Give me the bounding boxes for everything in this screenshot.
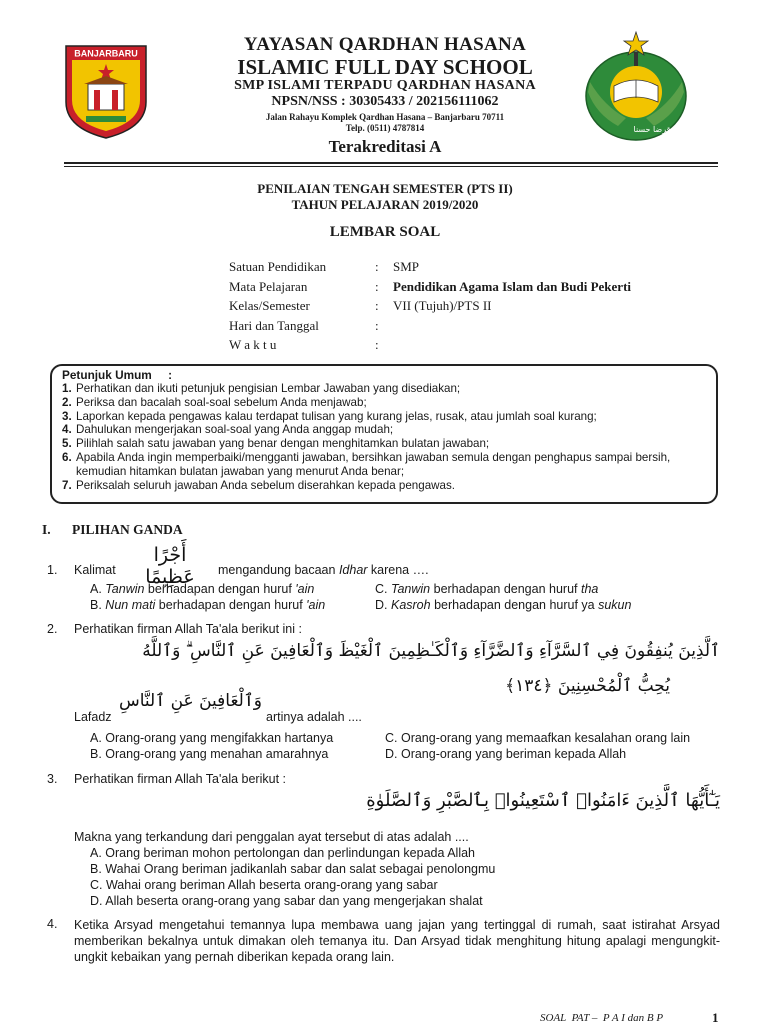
instruction-number: 1. <box>62 382 72 395</box>
address: Jalan Rahayu Komplek Qardhan Hasana – Banjarbaru 70711 <box>265 112 505 122</box>
section-roman: I. <box>42 522 51 537</box>
q2-lafadz: Lafadz <box>74 710 112 724</box>
instruction-text: Periksalah seluruh jawaban Anda sebelum diserahkan kepada pengawas. <box>76 478 455 492</box>
instruction-text: Periksa dan bacalah soal-soal sebelum Anda menjawab; <box>76 395 367 409</box>
q1-arabic: أَجْرًا عَظِيمًا <box>145 544 195 588</box>
opt-italic: Tanwin <box>390 582 431 596</box>
instruction-number: 6. <box>62 450 72 464</box>
info-label: W a k t u <box>229 337 277 352</box>
page-number: 1 <box>712 1010 719 1025</box>
instructions-box <box>50 364 718 504</box>
instruction-item <box>62 410 706 424</box>
q1-option-c[interactable] <box>375 582 598 596</box>
q2-arabic-line2: يُحِبُّ ٱلْمُحْسِنِينَ ﴿١٣٤﴾ <box>505 676 670 696</box>
q2-post: artinya adalah .... <box>266 710 362 724</box>
opt-label: A. <box>90 582 106 596</box>
info-row <box>229 298 709 318</box>
info-label: Satuan Pendidikan <box>229 259 327 274</box>
q1-post-a: mengandung bacaan <box>218 563 339 577</box>
instruction-text: Pilihlah salah satu jawaban yang benar dengan menghitamkan bulatan jawaban; <box>76 437 490 451</box>
q1-option-d[interactable] <box>375 598 631 612</box>
info-row <box>229 279 709 299</box>
info-label: Kelas/Semester <box>229 298 310 313</box>
header-rule <box>64 162 718 164</box>
logo-right-text: قرضا حسنا <box>633 125 671 134</box>
instruction-item <box>62 437 706 451</box>
opt-text: berhadapan dengan huruf <box>430 582 581 596</box>
accreditation: Terakreditasi A <box>328 137 442 156</box>
info-value: SMP <box>393 259 420 274</box>
foundation-name: YAYASAN QARDHAN HASANA <box>243 34 527 55</box>
instruction-item <box>62 479 706 493</box>
opt-italic: Kasroh <box>390 598 431 612</box>
instruction-number: 5. <box>62 437 72 451</box>
instruction-number: 7. <box>62 478 72 492</box>
banjarbaru-logo <box>64 44 148 140</box>
info-table <box>229 259 709 357</box>
instruction-text: Apabila Anda ingin memperbaiki/mengganti jawaban, bersihkan jawaban semula dengan penghapus sampai bersih, kemudian hitamkan bulatan jawaban yang menurut Anda benar; <box>76 450 671 478</box>
info-colon: : <box>375 317 379 333</box>
academic-year: TAHUN PELAJARAN 2019/2020 <box>291 197 479 212</box>
info-row <box>229 318 709 338</box>
sheet-title: LEMBAR SOAL <box>329 224 441 240</box>
instruction-number: 3. <box>62 409 72 423</box>
q2-arabic-line1: ٱلَّذِينَ يُنفِقُونَ فِي ٱلسَّرَّآءِ وَٱلضَّرَّآءِ وَٱلْكَـٰظِمِينَ ٱلْغَيْظَ وَٱلْعَافِينَ عَنِ ٱلنَّاسِ ۗ وَٱللَّهُ <box>142 641 720 661</box>
header-rule-thin <box>64 166 718 167</box>
info-colon: : <box>375 298 379 313</box>
instruction-number: 2. <box>62 395 72 409</box>
instruction-item <box>62 451 706 479</box>
q3-text: Perhatikan firman Allah Ta'ala berikut : <box>74 772 286 786</box>
opt-end: 'ain <box>306 598 326 612</box>
instructions-title: Petunjuk Umum : <box>62 368 173 382</box>
q3-arabic: يَـٰٓأَيُّهَا ٱلَّذِينَ ءَامَنُوا۟ ٱسْتَعِينُوا۟ بِٱلصَّبْرِ وَٱلصَّلَوٰةِ <box>366 790 720 811</box>
q1-post-italic: Idhar <box>338 563 368 577</box>
q2-arabic-phrase: وَٱلْعَافِينَ عَنِ ٱلنَّاسِ <box>118 691 262 711</box>
section-title: PILIHAN GANDA <box>72 522 183 537</box>
q4-text: Ketika Arsyad mengetahui temannya lupa membawa uang jajan yang tertinggal di rumah, saat istirahat Arsyad memberikan bekalnya untuk dimakan oleh temanya itu. Dan Arsyad tidak menghitung hitung apalagi mengungkit-ungkit kebaikan yang pernah diberikan kepada orang lain. <box>74 918 720 964</box>
q2-number: 2. <box>47 622 58 636</box>
q3-option-b[interactable]: B. Wahai Orang beriman jadikanlah sabar dan salat sebagai penolongmu <box>90 862 496 876</box>
info-label: Mata Pelajaran <box>229 278 308 294</box>
instruction-text: Perhatikan dan ikuti petunjuk pengisian Lembar Jawaban yang disediakan; <box>76 382 461 395</box>
q3-option-c[interactable]: C. Wahai orang beriman Allah beserta orang-orang yang sabar <box>90 878 438 892</box>
info-row <box>229 259 709 279</box>
exam-title: PENILAIAN TENGAH SEMESTER (PTS II) <box>257 181 513 196</box>
opt-label: D. <box>375 598 391 612</box>
sub-school-name: SMP ISLAMI TERPADU QARDHAN HASANA <box>234 78 536 93</box>
q1-option-a[interactable] <box>90 582 314 596</box>
q1-post-b: karena …. <box>367 563 429 577</box>
instruction-item <box>62 396 706 410</box>
footer-text: SOAL PAT – P A I dan B P <box>540 1012 664 1024</box>
info-value: VII (Tujuh)/PTS II <box>393 298 492 313</box>
instruction-item <box>62 423 706 437</box>
opt-italic: Tanwin <box>105 582 145 596</box>
section-heading <box>42 522 183 538</box>
q3-number: 3. <box>47 772 58 786</box>
q2-text: Perhatikan firman Allah Ta'ala berikut ini : <box>74 622 302 636</box>
instruction-number: 4. <box>62 423 72 437</box>
info-colon: : <box>375 278 379 294</box>
q3-option-a[interactable]: A. Orang beriman mohon pertolongan dan perlindungan kepada Allah <box>90 846 475 860</box>
q4-number: 4. <box>47 917 58 931</box>
info-colon: : <box>375 337 379 352</box>
logo-left-text: BANJARBARU <box>74 48 138 59</box>
q2-option-d[interactable]: D. Orang-orang yang beriman kepada Allah <box>385 747 627 761</box>
info-value: Pendidikan Agama Islam dan Budi Pekerti <box>393 278 632 294</box>
q2-option-a[interactable]: A. Orang-orang yang mengifakkan hartanya <box>90 731 334 745</box>
opt-label: C. <box>375 582 391 596</box>
npsn: NPSN/NSS : 30305433 / 202156111062 <box>271 94 499 109</box>
q1-pre: Kalimat <box>74 563 116 577</box>
q2-option-b[interactable]: B. Orang-orang yang menahan amarahnya <box>90 747 329 761</box>
opt-text: berhadapan dengan huruf <box>144 582 296 596</box>
q1-post <box>218 563 429 577</box>
info-row <box>229 337 709 357</box>
info-colon: : <box>375 259 379 274</box>
phone: Telp. (0511) 4787814 <box>345 123 425 133</box>
opt-end: 'ain <box>295 582 315 596</box>
opt-text: berhadapan dengan huruf <box>155 598 307 612</box>
q2-option-c[interactable]: C. Orang-orang yang memaafkan kesalahan orang lain <box>385 731 691 745</box>
info-value <box>393 318 709 338</box>
opt-label: B. <box>90 598 106 612</box>
opt-italic: Nun mati <box>105 598 156 612</box>
opt-text: berhadapan dengan huruf ya <box>430 598 599 612</box>
q1-number: 1. <box>47 563 58 577</box>
instruction-item <box>62 382 706 396</box>
q3-option-d[interactable]: D. Allah beserta orang-orang yang sabar dan yang mengerjakan shalat <box>90 894 483 908</box>
school-name: ISLAMIC FULL DAY SCHOOL <box>237 55 533 79</box>
opt-end: tha <box>580 582 599 596</box>
q3-question: Makna yang terkandung dari penggalan ayat tersebut di atas adalah .... <box>74 830 469 844</box>
info-label: Hari dan Tanggal <box>229 317 319 333</box>
q1-option-b[interactable] <box>90 598 325 612</box>
info-value <box>393 337 709 357</box>
instruction-text: Laporkan kepada pengawas kalau terdapat tulisan yang kurang jelas, rusak, atau jumlah soal kurang; <box>76 409 597 423</box>
opt-end: sukun <box>598 598 632 612</box>
instruction-text: Dahulukan mengerjakan soal-soal yang Anda anggap mudah; <box>76 423 394 437</box>
